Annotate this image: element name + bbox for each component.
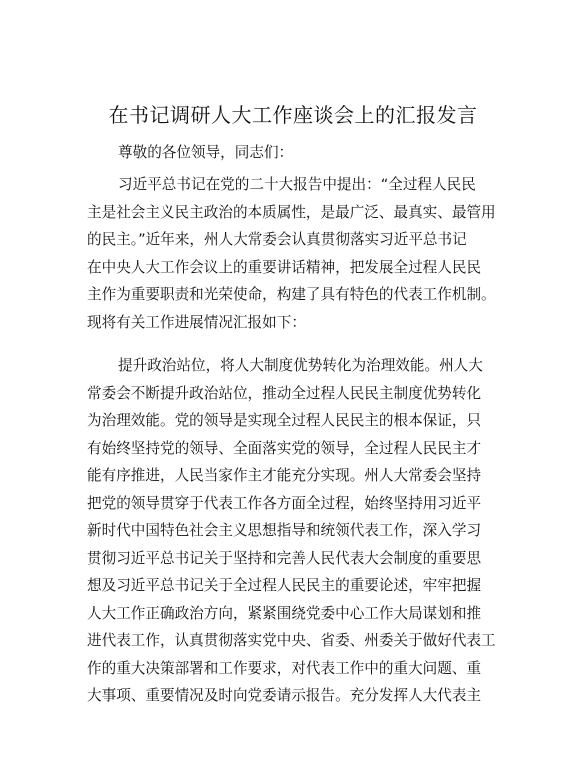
paragraph-2-line: 能有序推进，人民当家作主才能充分实现。州人大常委会坚持: [87, 467, 482, 484]
paragraph-2-line: 贯彻习近平总书记关于坚持和完善人民代表大会制度的重要思: [87, 550, 482, 567]
paragraph-2-line: 进代表工作，认真贯彻落实党中央、省委、州委关于做好代表工: [87, 632, 496, 649]
paragraph-1-line: 主是社会主义民主政治的本质属性，是最广泛、最真实、最管用: [87, 204, 496, 221]
paragraph-2-line: 有始终坚持党的领导、全面落实党的领导，全过程人民民主才: [87, 440, 482, 457]
paragraph-1-line: 现将有关工作进展情况汇报如下：: [87, 314, 306, 331]
paragraph-2-line: 提升政治站位，将人大制度优势转化为治理效能。州人大: [118, 357, 483, 374]
paragraph-2-line: 大事项、重要情况及时向党委请示报告。充分发挥人大代表主: [87, 687, 482, 704]
paragraph-2-line: 为治理效能。党的领导是实现全过程人民民主的根本保证，只: [87, 412, 482, 429]
salutation: 尊敬的各位领导，同志们：: [118, 144, 294, 161]
paragraph-1-line: 在中央人大工作会议上的重要讲话精神，把发展全过程人民民: [87, 259, 482, 276]
paragraph-2-line: 作的重大决策部署和工作要求，对代表工作中的重大问题、重: [87, 660, 482, 677]
paragraph-1-line: 习近平总书记在党的二十大报告中提出：“全过程人民民: [118, 176, 476, 193]
paragraph-2-line: 新时代中国特色社会主义思想指导和统领代表工作，深入学习: [87, 522, 482, 539]
paragraph-2-line: 人大工作正确政治方向，紧紧围绕党委中心工作大局谋划和推: [87, 605, 482, 622]
document-title: 在书记调研人大工作座谈会上的汇报发言: [108, 103, 478, 127]
paragraph-2-line: 常委会不断提升政治站位，推动全过程人民民主制度优势转化: [87, 385, 482, 402]
paragraph-1-line: 的民主。”近年来，州人大常委会认真贯彻落实习近平总书记: [87, 231, 467, 248]
paragraph-2-line: 想及习近平总书记关于全过程人民民主的重要论述，牢牢把握: [87, 577, 482, 594]
paragraph-1-line: 主作为重要职责和光荣使命，构建了具有特色的代表工作机制。: [87, 286, 496, 303]
paragraph-2-line: 把党的领导贯穿于代表工作各方面全过程，始终坚持用习近平: [87, 495, 482, 512]
